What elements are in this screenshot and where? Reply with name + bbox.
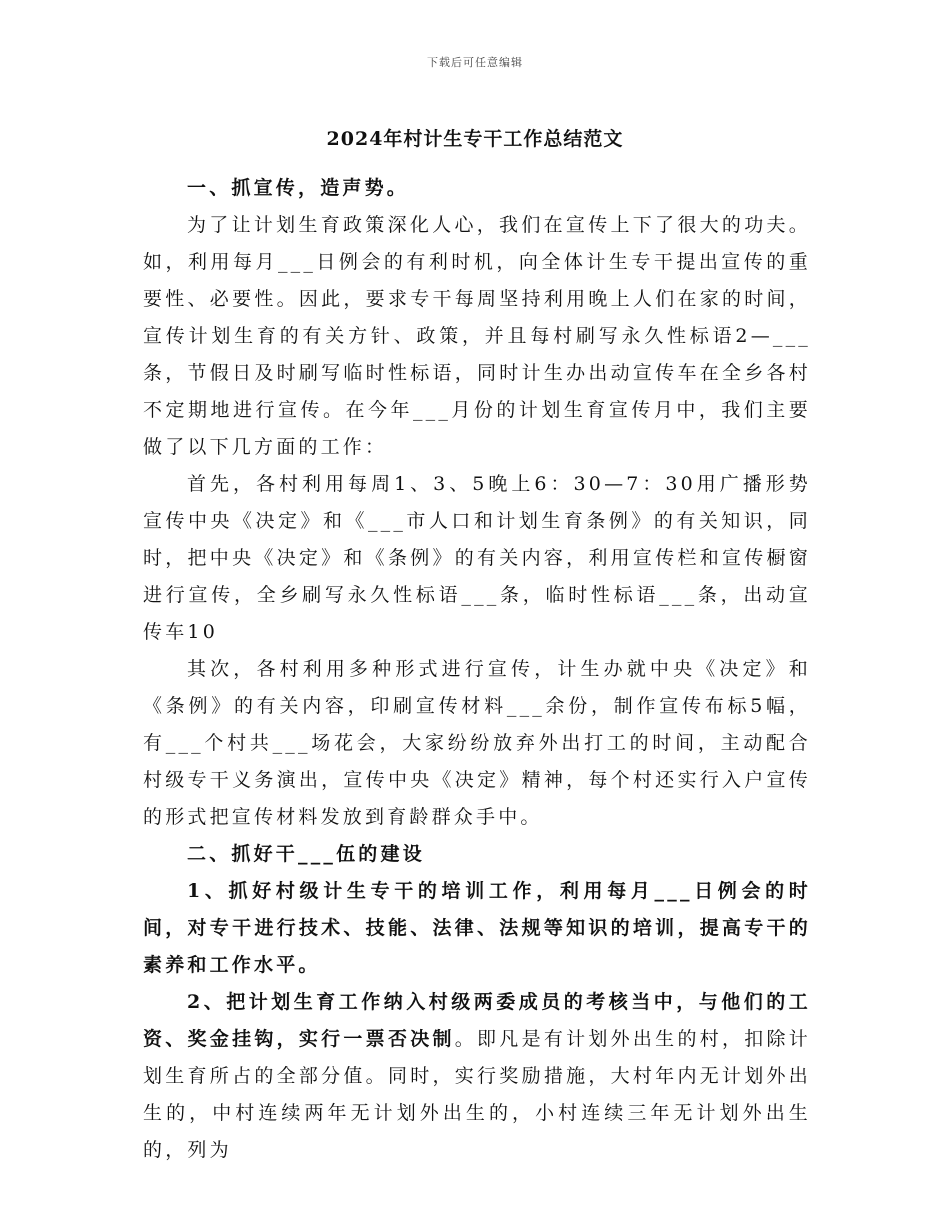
- paragraph-5-bold: 2、把计划生育工作纳入村级两委成员的考核当中，与他们的工资、奖金挂钩，实行一票否决制: [143, 991, 811, 1050]
- paragraph-5: [143, 984, 811, 1169]
- document-title: 2024年村计生专干工作总结范文: [326, 128, 624, 150]
- paragraph-1: 为了让计划生育政策深化人心，我们在宣传上下了很大的功夫。如，利用每月___日例会的有利时机，向全体计生专干提出宣传的重要性、必要性。因此，要求专干每周坚持利用晚上人们在家的时间，宣传计划生育的有关方针、政策，并且每村刷写永久性标语2—___条，节假日及时刷写临时性标语，同时计生办出动宣传车在全乡各村不定期地进行宣传。在今年___月份的计划生育宣传月中，我们主要做了以下几方面的工作：: [143, 214, 811, 458]
- paragraph-5-rest: 。即凡是有计划外出生的村，扣除计划生育所占的全部分值。同时，实行奖励措施，大村年内无计划外出生的，中村连续两年无计划外出生的，小村连续三年无计划外出生的，列为: [143, 1028, 811, 1161]
- page-header: 下载后可任意编辑: [427, 56, 523, 69]
- document-body: [143, 170, 811, 1169]
- paragraph-3: 其次，各村利用多种形式进行宣传，计生办就中央《决定》和《条例》的有关内容，印刷宣传材料___余份，制作宣传布标5幅，有___个村共___场花会，大家纷纷放弃外出打工的时间，主动配合村级专干义务演出，宣传中央《决定》精神，每个村还实行入户宣传的形式把宣传材料发放到育龄群众手中。: [143, 658, 811, 828]
- section-heading-1: 一、抓宣传，造声势。: [187, 177, 410, 199]
- paragraph-4: 1、抓好村级计生专干的培训工作，利用每月___日例会的时间，对专干进行技术、技能、法律、法规等知识的培训，提高专干的素养和工作水平。: [143, 880, 811, 976]
- section-heading-2: 二、抓好干___伍的建设: [187, 843, 425, 865]
- paragraph-2: 首先，各村利用每周1、3、5晚上6：30—7：30用广播形势宣传中央《决定》和《___市人口和计划生育条例》的有关知识，同时，把中央《决定》和《条例》的有关内容，利用宣传栏和宣传橱窗进行宣传，全乡刷写永久性标语___条，临时性标语___条，出动宣传车10: [143, 473, 811, 643]
